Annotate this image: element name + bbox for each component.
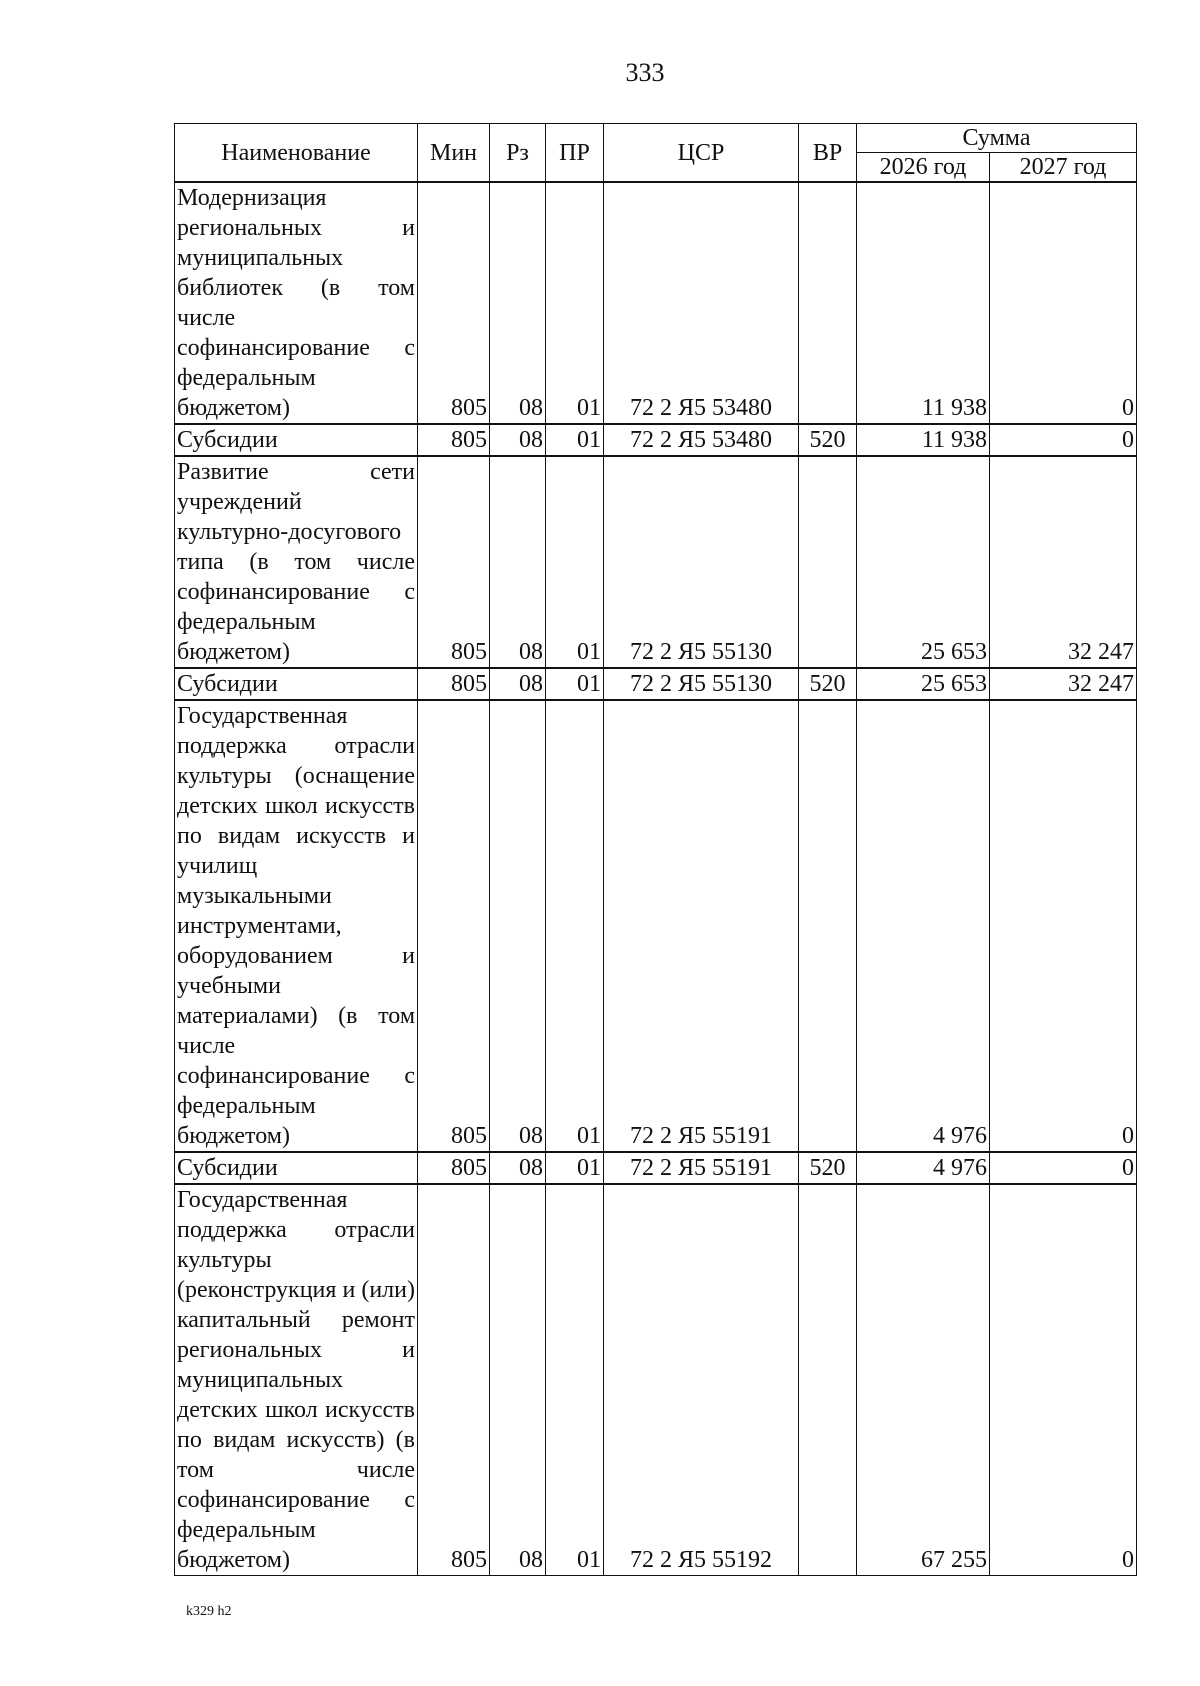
- row-csr: 72 2 Я5 53480: [604, 424, 799, 456]
- header-min: Мин: [418, 124, 490, 183]
- table-row: [175, 182, 1137, 424]
- row-vr: [799, 456, 857, 668]
- row-csr: 72 2 Я5 55192: [604, 1184, 799, 1576]
- row-min: 805: [418, 456, 490, 668]
- row-rz: 08: [490, 700, 546, 1152]
- table-row: [175, 456, 1137, 668]
- row-2027: 0: [990, 182, 1137, 424]
- row-pr: 01: [546, 182, 604, 424]
- row-pr: 01: [546, 1152, 604, 1184]
- row-pr: 01: [546, 668, 604, 700]
- row-2027: 0: [990, 1152, 1137, 1184]
- row-2026: 25 653: [857, 456, 990, 668]
- budget-table: [174, 123, 1137, 1576]
- table-row: [175, 1152, 1137, 1184]
- row-min: 805: [418, 1152, 490, 1184]
- row-rz: 08: [490, 456, 546, 668]
- row-rz: 08: [490, 1152, 546, 1184]
- row-min: 805: [418, 182, 490, 424]
- header-name: Наименование: [175, 124, 418, 183]
- row-csr: 72 2 Я5 55191: [604, 700, 799, 1152]
- header-vr: ВР: [799, 124, 857, 183]
- header-csr: ЦСР: [604, 124, 799, 183]
- row-name: Государственная поддержка отрасли культуры (оснащение детских школ искусств по видам искусств и училищ музыкальными инструментами, оборудованием и учебными материалами) (в том числе софинансирование с федеральным бюджетом): [175, 700, 418, 1152]
- row-rz: 08: [490, 1184, 546, 1576]
- row-2026: 11 938: [857, 424, 990, 456]
- row-vr: [799, 700, 857, 1152]
- row-2026: 4 976: [857, 700, 990, 1152]
- row-name: Субсидии: [175, 668, 418, 700]
- row-rz: 08: [490, 182, 546, 424]
- row-csr: 72 2 Я5 55130: [604, 668, 799, 700]
- row-vr: 520: [799, 424, 857, 456]
- row-2027: 0: [990, 700, 1137, 1152]
- table-row: [175, 668, 1137, 700]
- row-2027: 32 247: [990, 456, 1137, 668]
- row-rz: 08: [490, 668, 546, 700]
- row-2026: 11 938: [857, 182, 990, 424]
- table-row: [175, 700, 1137, 1152]
- row-vr: [799, 1184, 857, 1576]
- header-2026: 2026 год: [857, 153, 990, 183]
- row-name: Развитие сети учреждений культурно-досугового типа (в том числе софинансирование с федеральным бюджетом): [175, 456, 418, 668]
- row-2026: 4 976: [857, 1152, 990, 1184]
- row-name: Субсидии: [175, 1152, 418, 1184]
- row-name: Государственная поддержка отрасли культуры (реконструкция и (или) капитальный ремонт региональных и муниципальных детских школ искусств по видам искусств) (в том числе софинансирование с федеральным бюджетом): [175, 1184, 418, 1576]
- row-2027: 32 247: [990, 668, 1137, 700]
- row-vr: 520: [799, 1152, 857, 1184]
- page-number: 333: [625, 58, 665, 87]
- row-pr: 01: [546, 424, 604, 456]
- row-pr: 01: [546, 456, 604, 668]
- header-sum: Сумма: [857, 124, 1137, 153]
- row-2026: 25 653: [857, 668, 990, 700]
- row-csr: 72 2 Я5 55191: [604, 1152, 799, 1184]
- header-rz: Рз: [490, 124, 546, 183]
- row-name: Субсидии: [175, 424, 418, 456]
- row-rz: 08: [490, 424, 546, 456]
- header-pr: ПР: [546, 124, 604, 183]
- header-row-1: [175, 124, 1137, 153]
- row-min: 805: [418, 668, 490, 700]
- row-min: 805: [418, 424, 490, 456]
- row-2027: 0: [990, 1184, 1137, 1576]
- row-2027: 0: [990, 424, 1137, 456]
- row-pr: 01: [546, 700, 604, 1152]
- row-csr: 72 2 Я5 55130: [604, 456, 799, 668]
- header-2027: 2027 год: [990, 153, 1137, 183]
- table-row: [175, 1184, 1137, 1576]
- row-min: 805: [418, 700, 490, 1152]
- row-pr: 01: [546, 1184, 604, 1576]
- row-min: 805: [418, 1184, 490, 1576]
- row-vr: 520: [799, 668, 857, 700]
- table-row: [175, 424, 1137, 456]
- row-name: Модернизация региональных и муниципальных библиотек (в том числе софинансирование с федеральным бюджетом): [175, 182, 418, 424]
- row-csr: 72 2 Я5 53480: [604, 182, 799, 424]
- footer-code: k329 h2: [186, 1604, 232, 1619]
- row-vr: [799, 182, 857, 424]
- row-2026: 67 255: [857, 1184, 990, 1576]
